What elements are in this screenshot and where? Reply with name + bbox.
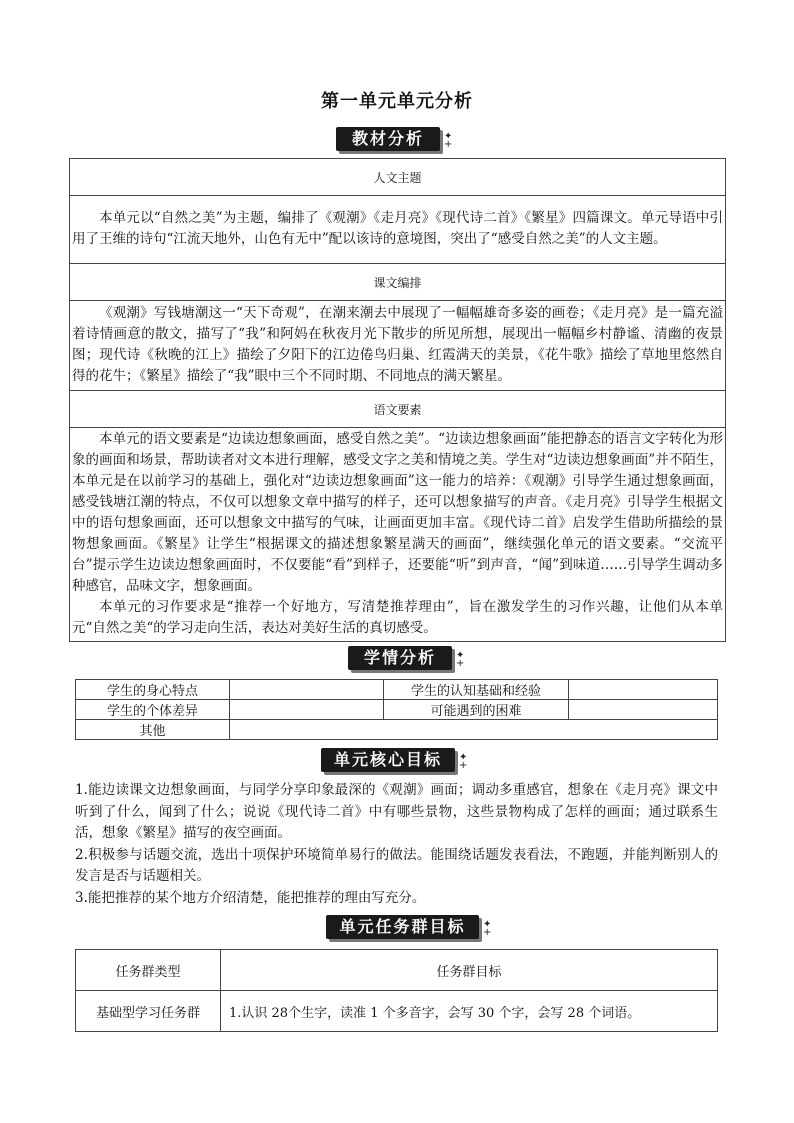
table-cell (70, 301, 726, 391)
section-title: 教材分析 (336, 127, 440, 151)
sparkle-icon: ✦ + (444, 131, 453, 150)
table-header: 任务群类型 (76, 950, 221, 991)
elements-text: 本单元的语文要素是“边读边想象画面，感受自然之美”。“边读边想象画面”能把静态的语言文字转化为形象的画面和场景，帮助读者对文本进行理解，感受文字之美和情境之美。学生对“边读边想象画面”并不陌生，本单元是在以前学习的基础上，强化对“边读边想象画面”这一能力的培养：《观潮》引导学生通过想象画面，感受钱塘江潮的特点，不仅可以想象文章中描写的样子，还可以想象描写的声音。《走月亮》引导学生根据文中的语句想象画面，还可以想象文中描写的气味，让画面更加丰富。《现代诗二首》启发学生借助所描绘的景物想象画面。《繁星》让学生“根据课文的描述想象繁星满天的画面”，继续强化单元的语文要素。“交流平台”提示学生边读边想象画面时，不仅要能“看”到样子，还要能“听”到声音，“闻”到味道……引导学生调动多种感官，品味文字，想象画面。 (72, 431, 723, 594)
section-title: 单元任务群目标 (326, 915, 479, 939)
section-title: 学情分析 (348, 646, 452, 670)
table-header: 任务群目标 (221, 950, 718, 991)
table-cell (569, 680, 718, 700)
section-banner-textbook (336, 127, 466, 151)
writing-text: 本单元的习作要求是“推荐一个好地方，写清楚推荐理由”，旨在激发学生的习作兴趣，让他们从本单元“自然之美“的学习走向生活，表达对美好生活的真切感受。 (72, 599, 723, 636)
section-banner-task-goals (326, 915, 506, 939)
table-cell (70, 428, 726, 642)
goal-item: 2.积极参与话题交流，选出十项保护环境简单易行的做法。能围绕话题发表看法，不跑题，并能判断别人的发言是否与话题相关。 (75, 846, 718, 884)
table-header: 语文要素 (70, 391, 726, 428)
table-cell (569, 700, 718, 720)
goal-item: 1.能边读课文边想象画面，与同学分享印象最深的《观潮》画面；调动多重感官，想象在《走月亮》课文中听到了什么，闻到了什么；说说《现代诗二首》中有哪些景物，这些景物构成了怎样的画面；通过联系生活，想象《繁星》描写的夜空画面。 (75, 782, 718, 841)
core-goals-list (75, 780, 718, 909)
sparkle-icon: ✦ + (483, 919, 492, 938)
sparkle-icon: ✦ + (456, 650, 465, 669)
table-cell: 基础型学习任务群 (76, 991, 221, 1032)
theme-text: 本单元以“自然之美”为主题，编排了《观潮》《走月亮》《现代诗二首》《繁星》四篇课文。单元导语中引用了王维的诗句“江流天地外，山色有无中”配以该诗的意境图，突出了“感受自然之美”的人文主题。 (72, 210, 723, 247)
table-cell: 学生的认知基础和经验 (384, 680, 569, 700)
table-cell (230, 680, 384, 700)
learner-analysis-table (75, 679, 718, 740)
section-banner-core-goals (321, 748, 481, 772)
layout-text: 《观潮》写钱塘潮这一“天下奇观”，在潮来潮去中展现了一幅幅雄奇多姿的画卷；《走月亮》是一篇充溢着诗情画意的散文，描写了“我”和阿妈在秋夜月光下散步的所见所想，展现出一幅幅乡村静谧、清幽的夜景图；现代诗《秋晚的江上》描绘了夕阳下的江边倦鸟归巢、红霞满天的美景，《花牛歌》描绘了草地里悠然自得的花牛；《繁星》描绘了“我”眼中三个不同时期、不同地点的满天繁星。 (72, 305, 723, 384)
table-cell (230, 700, 384, 720)
goal-item: 3.能把推荐的某个地方介绍清楚，能把推荐的理由写充分。 (75, 889, 426, 906)
table-cell: 可能遇到的困难 (384, 700, 569, 720)
table-cell: 其他 (76, 720, 230, 740)
table-cell (70, 196, 726, 264)
table-header: 课文编排 (70, 264, 726, 301)
section-banner-learners (348, 646, 478, 670)
sparkle-icon: ✦ + (459, 752, 468, 771)
textbook-analysis-table (69, 158, 726, 642)
table-cell: 1.认识 28个生字，读准 1 个多音字，会写 30 个字，会写 28 个词语。 (221, 991, 718, 1032)
table-cell: 学生的个体差异 (76, 700, 230, 720)
task-group-table (75, 949, 718, 1032)
table-header: 人文主题 (70, 159, 726, 196)
table-cell (230, 720, 718, 740)
table-cell: 学生的身心特点 (76, 680, 230, 700)
section-title: 单元核心目标 (321, 748, 455, 772)
page-title: 第一单元单元分析 (321, 91, 473, 112)
